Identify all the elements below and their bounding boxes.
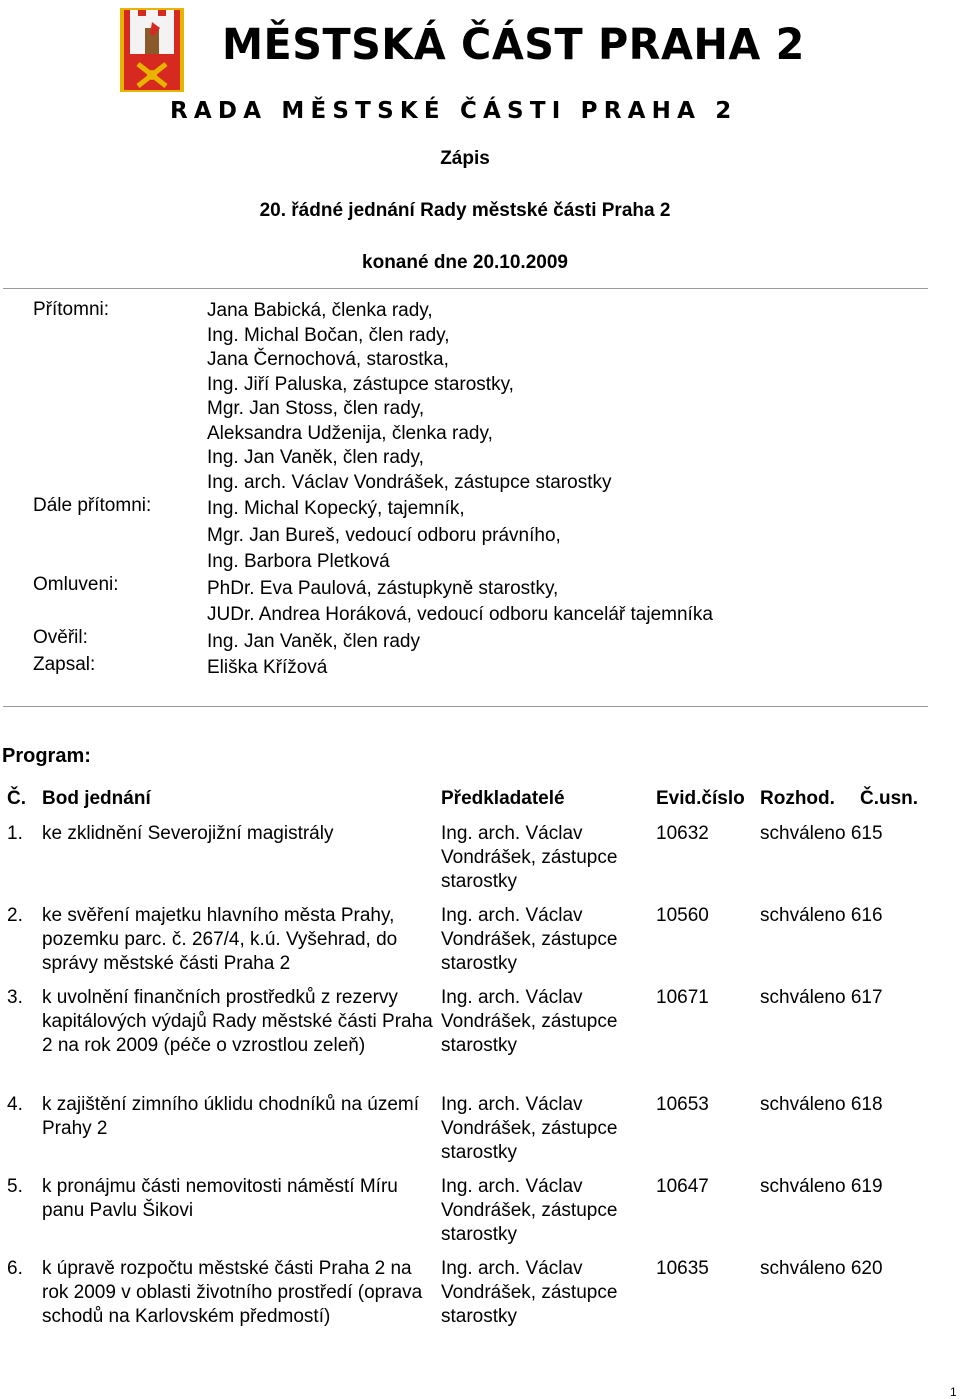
verified-by: Ing. Jan Vaněk, člen rady [207, 630, 420, 652]
present-member: Mgr. Jan Stoss, člen rady, [207, 398, 425, 419]
excused-label: Omluveni: [33, 574, 119, 595]
excused-member: PhDr. Eva Paulová, zástupkyně starostky, [207, 577, 559, 599]
row-evid: 10635 [656, 1258, 709, 1279]
row-item: k uvolnění finančních prostředků z rezervy kapitálových výdajů Rady městské části Praha 2 na rok 2009 (péče o vzrostlou zeleň) [42, 987, 433, 1056]
also-present-label: Dále přítomni: [33, 495, 152, 516]
row-number: 3. [7, 987, 23, 1008]
attendance-list [207, 299, 713, 681]
present-member: Jana Babická, členka rady, [207, 300, 433, 321]
row-presenter: Ing. arch. Václav Vondrášek, zástupce starostky [441, 905, 618, 974]
meeting-date: konané dne 20.10.2009 [362, 252, 568, 273]
present-member: Aleksandra Udženija, členka rady, [207, 422, 493, 444]
column-header-num: Č. [7, 788, 26, 809]
page-number: 1 [950, 1385, 957, 1399]
program-title: Program: [2, 745, 91, 767]
present-label: Přítomni: [33, 299, 110, 320]
divider-top [3, 288, 928, 289]
also-present-member: Mgr. Jan Bureš, vedoucí odboru právního, [207, 524, 561, 546]
excused-member: JUDr. Andrea Horáková, vedoucí odboru kancelář tajemníka [207, 604, 713, 625]
column-header-decision: Rozhod. [760, 788, 835, 809]
row-item: k úpravě rozpočtu městské části Praha 2 na rok 2009 v oblasti životního prostředí (oprava schodů na Karlovském předmostí) [42, 1258, 423, 1327]
council-brand-subtitle: RADA MĚSTSKÉ ČÁSTI PRAHA 2 [170, 98, 738, 124]
row-decision: schváleno 618 [760, 1094, 883, 1115]
present-member: Ing. arch. Václav Vondrášek, zástupce starostky [207, 471, 612, 493]
office-brand-title: MĚSTSKÁ ČÁST PRAHA 2 [222, 20, 805, 70]
column-header-resolution: Č.usn. [860, 788, 919, 809]
row-presenter: Ing. arch. Václav Vondrášek, zástupce starostky [441, 987, 618, 1056]
row-number: 2. [7, 905, 23, 926]
row-presenter: Ing. arch. Václav Vondrášek, zástupce starostky [441, 1094, 618, 1163]
row-evid: 10632 [656, 823, 709, 844]
row-decision: schváleno 615 [760, 823, 883, 844]
column-header-item: Bod jednání [42, 788, 151, 809]
column-header-evid: Evid.číslo [656, 788, 745, 809]
row-item: ke zklidnění Severojižní magistrály [42, 823, 334, 844]
present-member: Jana Černochová, starostka, [207, 349, 449, 370]
row-number: 4. [7, 1094, 23, 1115]
present-member: Ing. Michal Bočan, člen rady, [207, 324, 450, 346]
also-present-member: Ing. Barbora Pletková [207, 551, 390, 572]
row-item: k pronájmu části nemovitosti náměstí Míru panu Pavlu Šikovi [42, 1176, 398, 1221]
row-presenter: Ing. arch. Václav Vondrášek, zástupce starostky [441, 1258, 618, 1327]
row-presenter: Ing. arch. Václav Vondrášek, zástupce starostky [441, 823, 618, 892]
row-item: k zajištění zimního úklidu chodníků na území Prahy 2 [42, 1094, 420, 1139]
row-decision: schváleno 620 [760, 1258, 883, 1279]
prague-2-coat-of-arms-icon [118, 6, 186, 94]
meeting-title: 20. řádné jednání Rady městské části Praha 2 [259, 200, 671, 221]
row-evid: 10671 [656, 987, 709, 1008]
also-present-member: Ing. Michal Kopecký, tajemník, [207, 498, 465, 519]
row-evid: 10653 [656, 1094, 709, 1115]
recorded-by: Eliška Křížová [207, 657, 328, 678]
row-number: 6. [7, 1258, 23, 1279]
row-evid: 10647 [656, 1176, 709, 1197]
row-number: 1. [7, 823, 23, 844]
row-evid: 10560 [656, 905, 709, 926]
recorded-label: Zapsal: [33, 654, 96, 675]
row-decision: schváleno 617 [760, 987, 883, 1008]
row-presenter: Ing. arch. Václav Vondrášek, zástupce starostky [441, 1176, 618, 1245]
row-number: 5. [7, 1176, 23, 1197]
present-member: Ing. Jan Vaněk, člen rady, [207, 447, 424, 468]
present-member: Ing. Jiří Paluska, zástupce starostky, [207, 373, 514, 395]
row-item: ke svěření majetku hlavního města Prahy, pozemku parc. č. 267/4, k.ú. Vyšehrad, do správy městské části Praha 2 [42, 905, 398, 974]
row-decision: schváleno 619 [760, 1176, 883, 1197]
document-title: Zápis [440, 148, 490, 169]
divider-bottom [3, 706, 928, 707]
row-decision: schváleno 616 [760, 905, 883, 926]
verified-label: Ověřil: [33, 627, 88, 648]
column-header-presenter: Předkladatelé [441, 788, 565, 809]
